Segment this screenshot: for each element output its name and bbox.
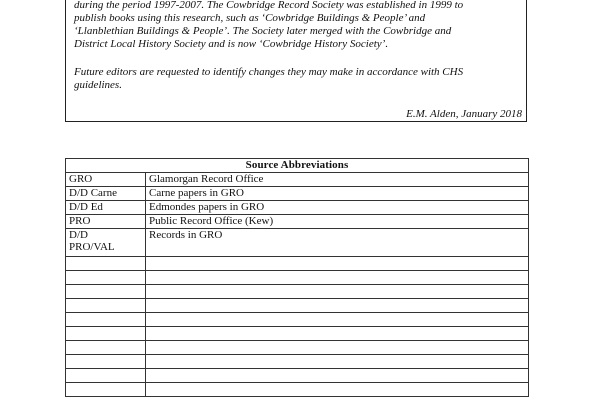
empty-meaning-cell — [146, 341, 529, 355]
empty-meaning-cell — [146, 257, 529, 271]
source-abbreviations-table — [65, 158, 529, 397]
empty-meaning-cell — [146, 327, 529, 341]
empty-table-row — [66, 341, 529, 355]
table-row — [66, 173, 529, 187]
text-line: publish books using this research, such as ‘Cowbridge Buildings & People’ and — [74, 12, 426, 24]
empty-meaning-cell — [146, 299, 529, 313]
text-line: during the period 1997-2007. The Cowbridge Record Society was established in 1999 to — [74, 0, 464, 11]
empty-code-cell — [66, 383, 146, 397]
empty-meaning-cell — [146, 285, 529, 299]
abbreviation-code: PRO — [66, 215, 146, 229]
intro-box — [65, 0, 527, 122]
text-line: ‘Llanblethian Buildings & People’. The Society later merged with the Cowbridge and — [74, 25, 452, 37]
code-line: D/D — [69, 229, 88, 241]
abbreviation-code: D/D Ed — [66, 201, 146, 215]
empty-table-row — [66, 285, 529, 299]
empty-meaning-cell — [146, 383, 529, 397]
empty-meaning-cell — [146, 369, 529, 383]
empty-code-cell — [66, 285, 146, 299]
abbreviation-code: GRO — [66, 173, 146, 187]
abbreviation-meaning: Edmondes papers in GRO — [146, 201, 529, 215]
table-row — [66, 187, 529, 201]
empty-table-row — [66, 313, 529, 327]
empty-code-cell — [66, 271, 146, 285]
text-line: guidelines. — [74, 79, 122, 91]
abbreviation-code — [66, 229, 146, 257]
empty-code-cell — [66, 327, 146, 341]
empty-table-row — [66, 383, 529, 397]
empty-table-row — [66, 257, 529, 271]
abbreviation-meaning: Public Record Office (Kew) — [146, 215, 529, 229]
empty-code-cell — [66, 355, 146, 369]
table-row — [66, 229, 529, 257]
code-line: PRO/VAL — [69, 241, 115, 253]
text-line: District Local History Society and is now ‘Cowbridge History Society’. — [74, 38, 389, 50]
empty-code-cell — [66, 313, 146, 327]
empty-meaning-cell — [146, 355, 529, 369]
table-row — [66, 201, 529, 215]
empty-table-row — [66, 327, 529, 341]
empty-table-row — [66, 355, 529, 369]
abbreviation-code: D/D Carne — [66, 187, 146, 201]
empty-code-cell — [66, 257, 146, 271]
empty-meaning-cell — [146, 271, 529, 285]
table-title: Source Abbreviations — [66, 159, 529, 173]
empty-code-cell — [66, 369, 146, 383]
table-row — [66, 215, 529, 229]
abbreviation-meaning: Carne papers in GRO — [146, 187, 529, 201]
abbreviation-meaning: Glamorgan Record Office — [146, 173, 529, 187]
empty-table-row — [66, 369, 529, 383]
empty-code-cell — [66, 299, 146, 313]
text-line: Future editors are requested to identify changes they may make in accordance with CHS — [74, 66, 464, 78]
empty-rows — [66, 257, 529, 397]
abbreviation-meaning: Records in GRO — [146, 229, 529, 257]
empty-table-row — [66, 271, 529, 285]
signature: E.M. Alden, January 2018 — [406, 108, 522, 120]
empty-code-cell — [66, 341, 146, 355]
empty-meaning-cell — [146, 313, 529, 327]
intro-paragraph-2 — [74, 66, 519, 92]
intro-paragraph-1 — [74, 0, 519, 51]
empty-table-row — [66, 299, 529, 313]
